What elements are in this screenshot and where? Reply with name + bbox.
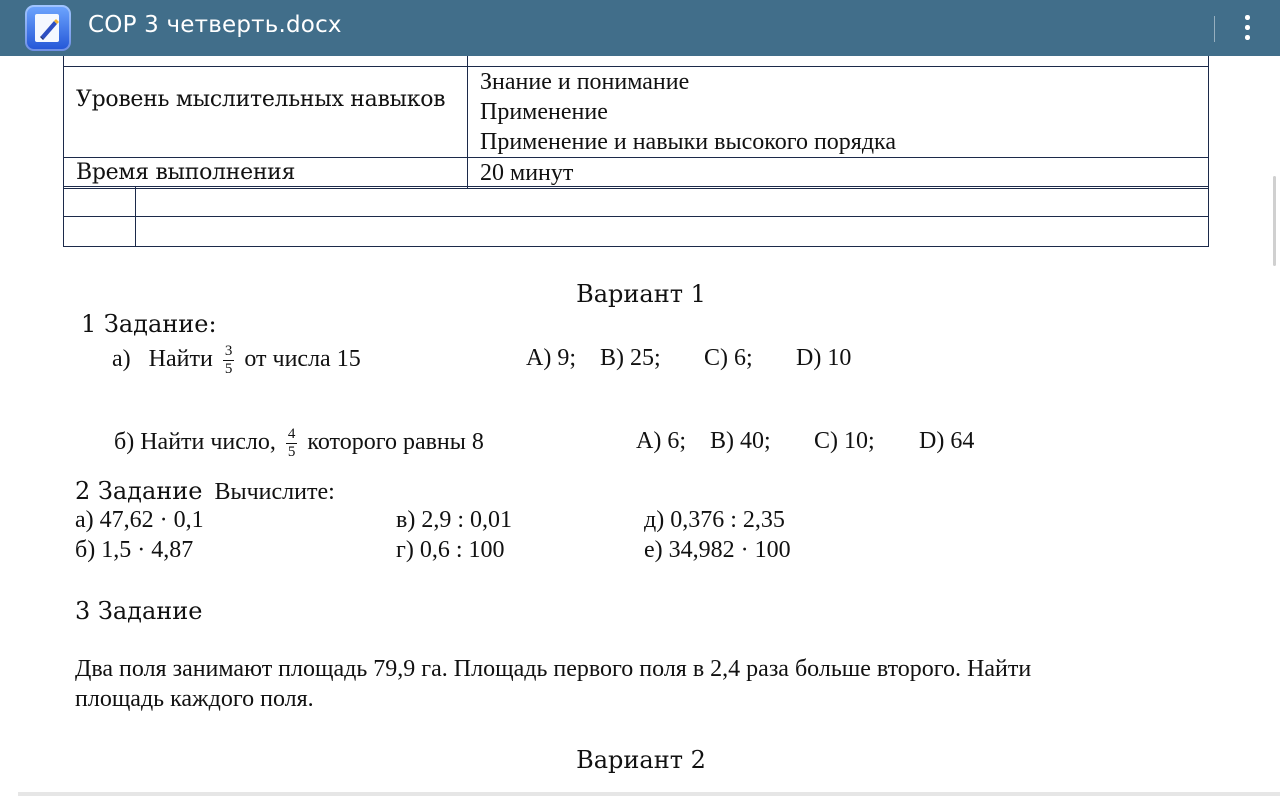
skill-level: Применение [480,99,608,125]
page-edge [18,792,1280,796]
task2-line [75,477,335,506]
time-label: Время выполнения [76,160,296,185]
time-value: 20 минут [480,160,574,186]
answer-option: D) 64 [919,428,975,454]
answer-option: B) 25; [600,345,661,371]
table-row [64,67,1209,158]
task1-b-text: которого равны 8 [307,429,484,456]
scrollbar[interactable] [1273,176,1276,266]
task3-heading: 3 Задание [75,597,203,625]
answer-option: A) 9; [526,345,576,371]
fraction-denominator: 5 [224,361,233,377]
task1-a-prefix: а) [112,346,131,373]
fraction [223,343,235,378]
answer-option: D) 10 [796,345,852,371]
task1-b [114,426,484,461]
table-row [64,56,1209,67]
calc-item: в) 2,9 : 0,01 [396,507,512,533]
calc-item: а) 47,62 · 0,1 [75,507,204,533]
table-cell-label [64,158,468,189]
task1-heading: 1 Задание: [81,310,217,338]
fraction-numerator: 3 [224,343,233,359]
calc-item: е) 34,982 · 100 [644,537,791,563]
document-page[interactable] [0,56,1280,800]
skill-level: Применение и навыки высокого порядка [480,129,896,155]
fraction [286,426,298,461]
answer-option: A) 6; [636,428,686,454]
app-bar [0,0,1280,56]
task1-a [112,343,361,378]
task2-heading: 2 Задание [75,477,203,505]
info-table [63,56,1209,189]
table-cell-value [468,67,1209,158]
table-cell-label [64,67,468,158]
task3-text: Два поля занимают площадь 79,9 га. Площадь первого поля в 2,4 раза больше второго. Найти [75,656,1032,682]
skill-level: Знание и понимание [480,69,690,95]
task3-text: площадь каждого поля. [75,686,314,712]
answer-option: C) 6; [704,345,753,371]
table-cell-value [468,158,1209,189]
calc-item: д) 0,376 : 2,35 [644,507,785,533]
fraction-denominator: 5 [287,444,296,460]
task1-b-text: б) Найти число, [114,429,276,456]
fraction-numerator: 4 [287,426,296,442]
more-vert-icon[interactable] [1232,10,1262,46]
calc-item: б) 1,5 · 4,87 [75,537,194,563]
answer-option: B) 40; [710,428,771,454]
task1-a-text: от числа 15 [244,346,361,373]
task2-instruction: Вычислите: [214,479,335,505]
document-title: СОР 3 четверть.docx [88,12,342,38]
skills-label: Уровень мыслительных навыков [76,87,446,112]
variant-title: Вариант 1 [576,280,706,308]
table-row [64,158,1209,189]
empty-table [63,186,1209,247]
variant-title: Вариант 2 [576,746,706,774]
table-row [64,187,1209,217]
document-editor-icon[interactable] [25,5,71,51]
appbar-divider [1214,16,1215,42]
answer-option: C) 10; [814,428,875,454]
calc-item: г) 0,6 : 100 [396,537,505,563]
table-row [64,217,1209,247]
task1-a-text: Найти [148,346,213,373]
